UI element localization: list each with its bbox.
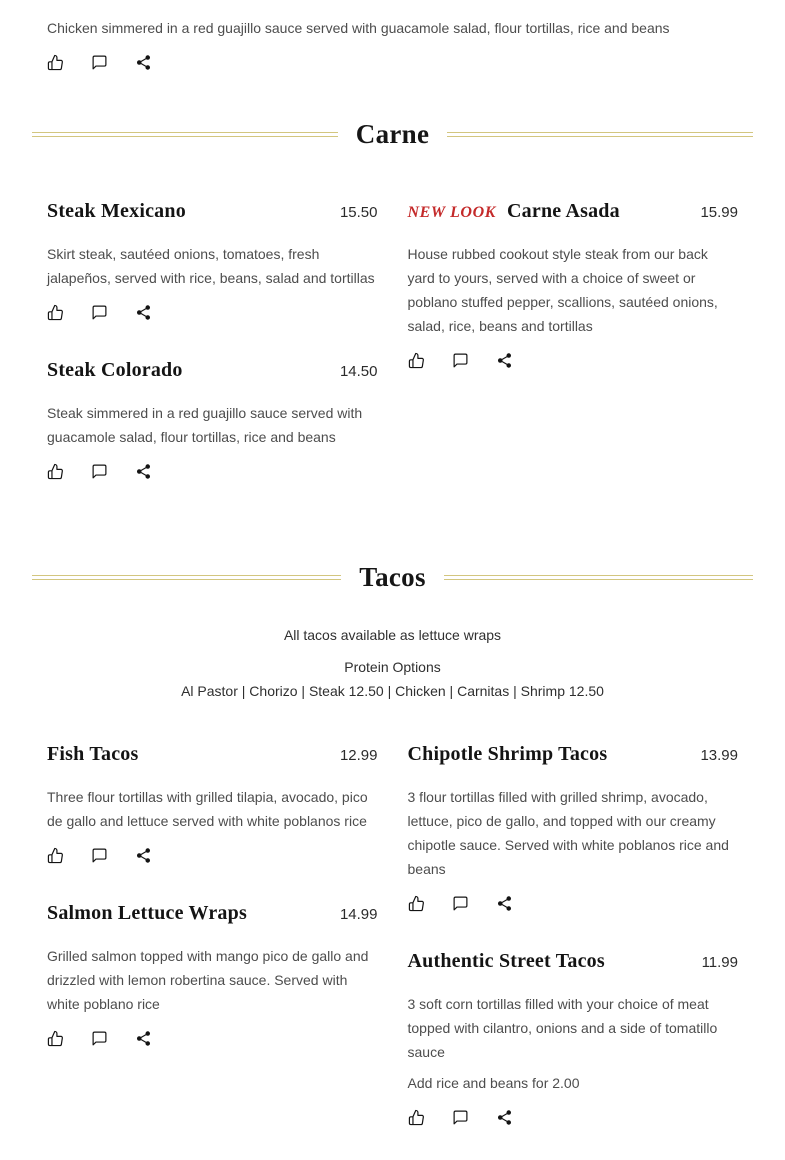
- item-head: [47, 196, 378, 226]
- share-icon: [135, 54, 152, 71]
- carne-right-column: [408, 196, 739, 514]
- protein-options-block: [32, 655, 753, 703]
- item-name: Fish Tacos: [47, 743, 139, 765]
- section-header-tacos: [32, 562, 753, 593]
- item-actions: [47, 463, 378, 480]
- item-name: Carne Asada: [507, 200, 620, 222]
- item-price: 11.99: [701, 954, 738, 971]
- menu-item-steak-colorado: [47, 355, 378, 480]
- comment-button[interactable]: [452, 1109, 469, 1126]
- item-name-wrap: [408, 196, 620, 226]
- thumbs-up-icon: [408, 895, 425, 912]
- thumbs-up-icon: [47, 463, 64, 480]
- comment-icon: [452, 895, 469, 912]
- tacos-right-column: [408, 739, 739, 1160]
- section-header-carne: [32, 119, 753, 150]
- like-button[interactable]: [47, 463, 64, 480]
- item-description: 3 soft corn tortillas filled with your choice of meat topped with cilantro, onions and a side of tomatillo sauce: [407, 996, 718, 1060]
- carne-columns: [32, 196, 753, 514]
- share-button[interactable]: [496, 1109, 513, 1126]
- comment-button[interactable]: [91, 54, 108, 71]
- item-name: Steak Mexicano: [47, 200, 186, 222]
- like-button[interactable]: [47, 54, 64, 71]
- share-icon: [135, 847, 152, 864]
- comment-icon: [91, 1030, 108, 1047]
- comment-button[interactable]: [452, 352, 469, 369]
- comment-icon: [91, 54, 108, 71]
- tacos-left-column: [47, 739, 378, 1160]
- item-actions: [47, 1030, 378, 1047]
- like-button[interactable]: [408, 895, 425, 912]
- comment-button[interactable]: [91, 304, 108, 321]
- item-name: Authentic Street Tacos: [407, 950, 605, 972]
- item-head: [408, 946, 739, 976]
- share-icon: [496, 352, 513, 369]
- like-button[interactable]: [408, 1109, 425, 1126]
- share-icon: [496, 1109, 513, 1126]
- item-description: Skirt steak, sautéed onions, tomatoes, fresh jalapeños, served with rice, beans, salad and tortillas: [47, 246, 375, 286]
- divider-rule: [447, 132, 753, 137]
- divider-rule: [444, 575, 753, 580]
- thumbs-up-icon: [47, 54, 64, 71]
- item-actions: [408, 895, 739, 912]
- comment-button[interactable]: [91, 463, 108, 480]
- like-button[interactable]: [408, 352, 425, 369]
- thumbs-up-icon: [408, 1109, 425, 1126]
- item-head: [47, 739, 378, 769]
- share-icon: [135, 304, 152, 321]
- comment-button[interactable]: [91, 847, 108, 864]
- protein-options-heading: Protein Options: [344, 659, 441, 675]
- menu-item-salmon-lettuce-wraps: [47, 898, 378, 1047]
- item-actions: [47, 304, 378, 321]
- item-actions: [408, 352, 739, 369]
- item-description: Steak simmered in a red guajillo sauce served with guacamole salad, flour tortillas, rice and beans: [47, 405, 363, 445]
- comment-button[interactable]: [91, 1030, 108, 1047]
- thumbs-up-icon: [47, 1030, 64, 1047]
- divider-rule: [32, 132, 338, 137]
- item-head: [47, 898, 378, 928]
- share-icon: [496, 895, 513, 912]
- comment-icon: [91, 463, 108, 480]
- item-actions: [47, 847, 378, 864]
- menu-item-steak-mexicano: [47, 196, 378, 321]
- item-price: 15.50: [339, 204, 378, 221]
- thumbs-up-icon: [47, 304, 64, 321]
- thumbs-up-icon: [408, 352, 425, 369]
- item-price: 14.50: [339, 363, 378, 380]
- menu-item-authentic-street-tacos: [408, 946, 739, 1126]
- like-button[interactable]: [47, 1030, 64, 1047]
- like-button[interactable]: [47, 847, 64, 864]
- item-head: [47, 355, 378, 385]
- share-icon: [135, 463, 152, 480]
- menu-item-carne-asada: [408, 196, 739, 369]
- section-title-tacos: Tacos: [359, 562, 426, 592]
- comment-icon: [91, 304, 108, 321]
- share-button[interactable]: [135, 54, 152, 71]
- share-button[interactable]: [135, 463, 152, 480]
- item-description: Grilled salmon topped with mango pico de gallo and drizzled with lemon robertina sauce. Served with white poblano rice: [47, 948, 369, 1012]
- item-price: 15.99: [700, 204, 738, 221]
- tacos-columns: [32, 739, 753, 1160]
- item-head: [408, 196, 739, 226]
- comment-icon: [452, 352, 469, 369]
- comment-icon: [452, 1109, 469, 1126]
- section-title-carne: Carne: [355, 119, 430, 149]
- menu-item-partial: [32, 0, 753, 71]
- divider-rule: [32, 575, 341, 580]
- item-name: Steak Colorado: [47, 359, 183, 381]
- item-description: Chicken simmered in a red guajillo sauce served with guacamole salad, flour tortillas, rice and beans: [47, 20, 670, 36]
- share-icon: [135, 1030, 152, 1047]
- item-description: House rubbed cookout style steak from our back yard to yours, served with a choice of sweet or poblano stuffed pepper, scallions, sautéed onions, salad, rice, beans and tortillas: [407, 246, 718, 334]
- item-price: 13.99: [700, 747, 738, 764]
- share-button[interactable]: [135, 847, 152, 864]
- item-price: 14.99: [339, 906, 378, 923]
- like-button[interactable]: [47, 304, 64, 321]
- share-button[interactable]: [135, 1030, 152, 1047]
- new-look-badge: NEW LOOK: [407, 204, 497, 221]
- share-button[interactable]: [135, 304, 152, 321]
- item-name: Chipotle Shrimp Tacos: [407, 743, 608, 765]
- tacos-note: All tacos available as lettuce wraps: [283, 627, 502, 643]
- item-actions: [408, 1109, 739, 1126]
- menu-item-fish-tacos: [47, 739, 378, 864]
- item-addon-note: Add rice and beans for 2.00: [407, 1075, 580, 1091]
- item-name: Salmon Lettuce Wraps: [47, 902, 247, 924]
- menu-item-chipotle-shrimp-tacos: [408, 739, 739, 912]
- item-actions: [47, 54, 738, 71]
- comment-icon: [91, 847, 108, 864]
- comment-button[interactable]: [452, 895, 469, 912]
- item-description: 3 flour tortillas filled with grilled shrimp, avocado, lettuce, pico de gallo, and topped with our creamy chipotle sauce. Served with white poblanos rice and beans: [407, 789, 729, 877]
- item-head: [408, 739, 739, 769]
- item-price: 12.99: [339, 747, 378, 764]
- protein-options-list: Al Pastor | Chorizo | Steak 12.50 | Chicken | Carnitas | Shrimp 12.50: [181, 683, 604, 699]
- share-button[interactable]: [496, 352, 513, 369]
- carne-left-column: [47, 196, 378, 514]
- thumbs-up-icon: [47, 847, 64, 864]
- item-description: Three flour tortillas with grilled tilapia, avocado, pico de gallo and lettuce served with white poblanos rice: [47, 789, 368, 829]
- share-button[interactable]: [496, 895, 513, 912]
